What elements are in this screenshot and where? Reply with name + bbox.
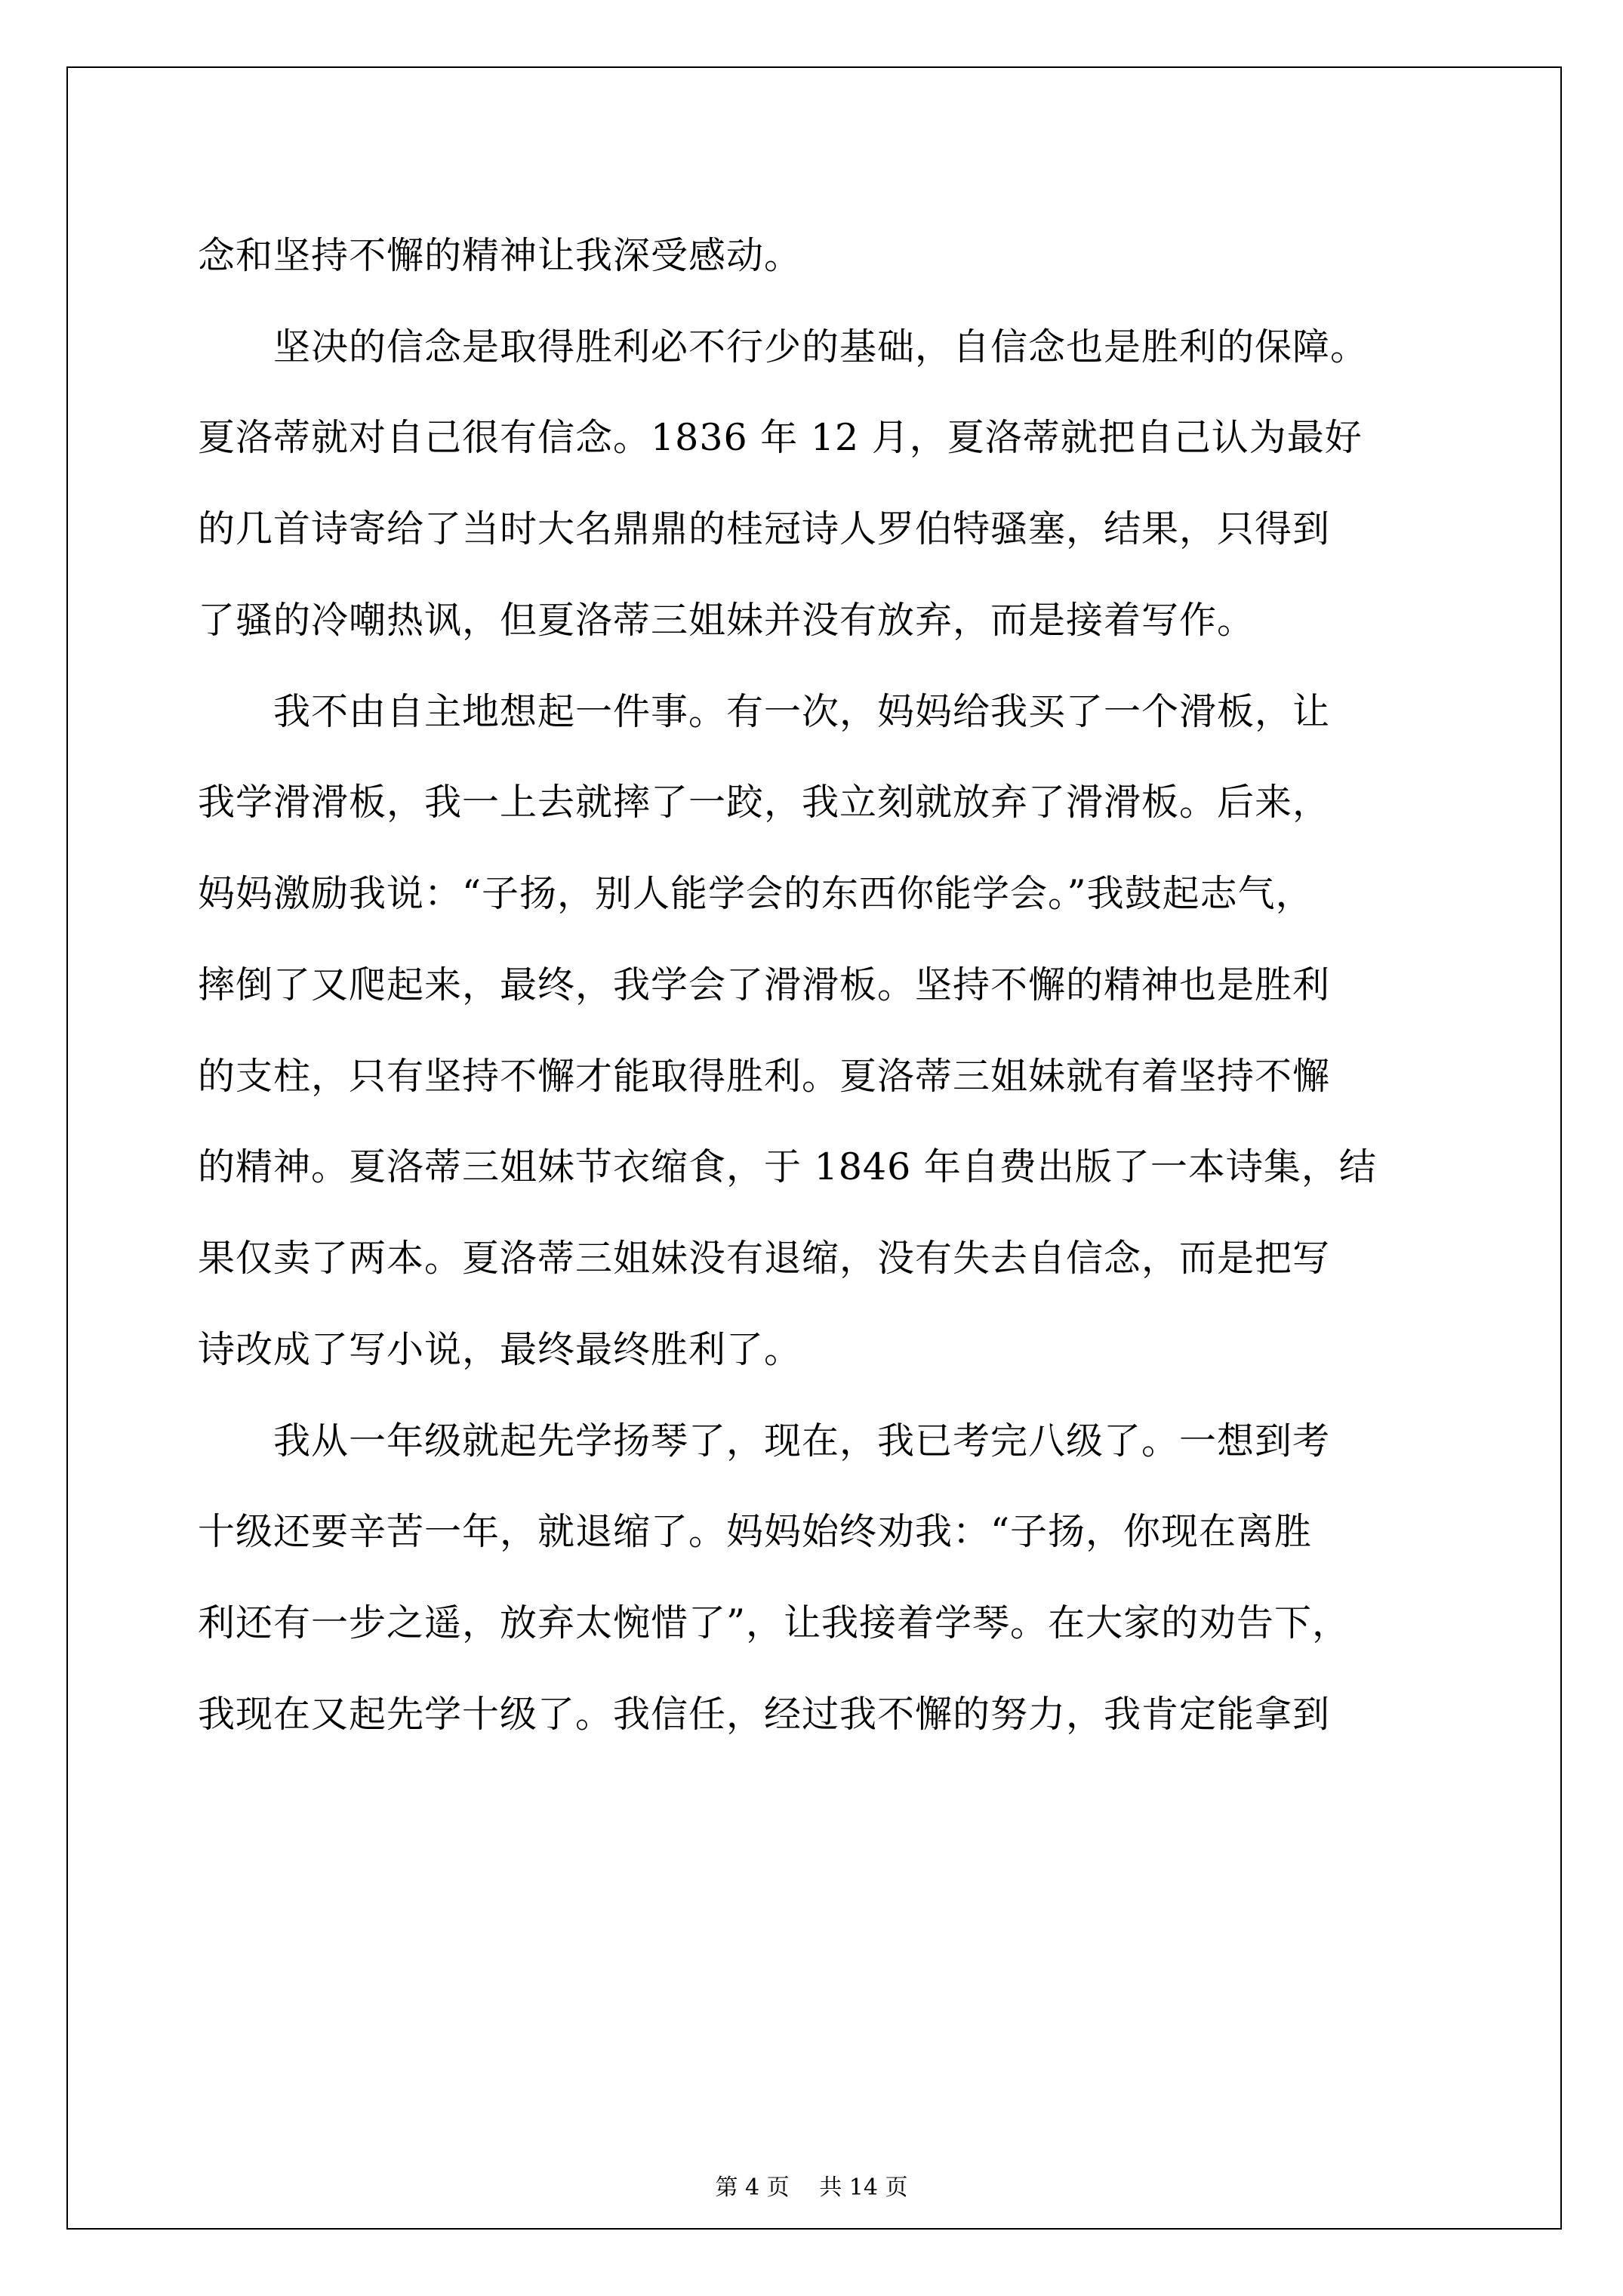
text-line: 十级还要辛苦一年，就退缩了。妈妈始终劝我：“子扬，你现在离胜 [198, 1510, 1313, 1553]
text-line: 我不由自主地想起一件事。有一次，妈妈给我买了一个滑板，让 [198, 690, 1331, 733]
text-line: 坚决的信念是取得胜利必不行少的基础，自信念也是胜利的保障。 [198, 325, 1369, 368]
text-line: 摔倒了又爬起来，最终，我学会了滑滑板。坚持不懈的精神也是胜利 [198, 963, 1331, 1006]
text-line: 的支柱，只有坚持不懈才能取得胜利。夏洛蒂三姐妹就有着坚持不懈 [198, 1055, 1331, 1098]
text-line: 我从一年级就起先学扬琴了，现在，我已考完八级了。一想到考 [198, 1419, 1331, 1462]
text-line: 妈妈激励我说：“子扬，别人能学会的东西你能学会。”我鼓起志气， [198, 872, 1313, 915]
text-line: 我学滑滑板，我一上去就摔了一跤，我立刻就放弃了滑滑板。后来， [198, 781, 1331, 824]
text-line: 了骚的冷嘲热讽，但夏洛蒂三姐妹并没有放弃，而是接着写作。 [198, 599, 1255, 642]
text-line: 我现在又起先学十级了。我信任，经过我不懈的努力，我肯定能拿到 [198, 1693, 1331, 1736]
text-line: 利还有一步之遥，放弃太惋惜了”，让我接着学琴。在大家的劝告下， [198, 1601, 1350, 1644]
text-line: 的精神。夏洛蒂三姐妹节衣缩食，于 1846 年自费出版了一本诗集，结 [198, 1145, 1377, 1188]
page-footer: 第 4 页 共 14 页 [715, 2174, 908, 2201]
text-line: 诗改成了写小说，最终最终胜利了。 [198, 1328, 802, 1371]
text-line: 的几首诗寄给了当时大名鼎鼎的桂冠诗人罗伯特骚塞，结果，只得到 [198, 507, 1331, 550]
text-line: 果仅卖了两本。夏洛蒂三姐妹没有退缩，没有失去自信念，而是把写 [198, 1237, 1331, 1280]
text-line: 夏洛蒂就对自己很有信念。1836 年 12 月，夏洛蒂就把自己认为最好 [198, 416, 1363, 459]
text-line: 念和坚持不懈的精神让我深受感动。 [198, 234, 802, 277]
